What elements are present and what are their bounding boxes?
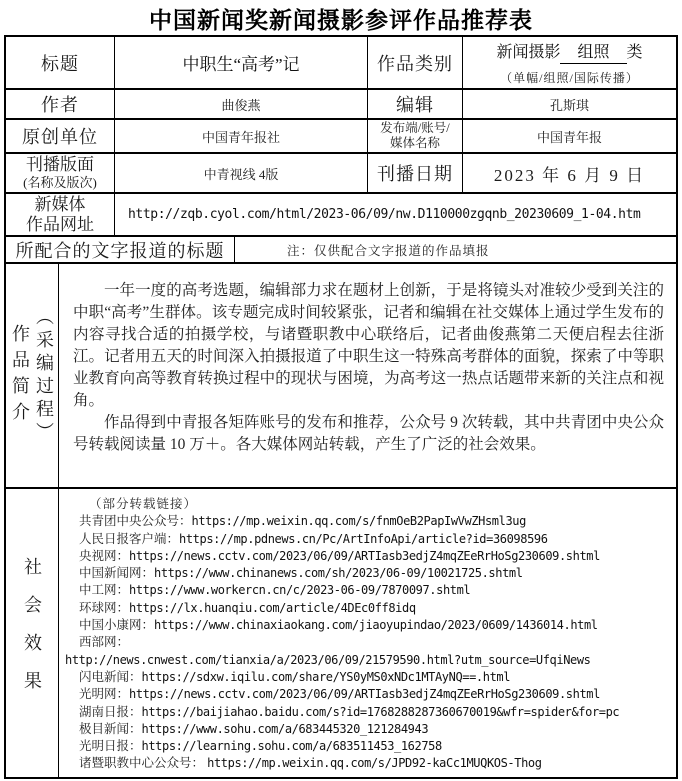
category-suffix: 类 xyxy=(626,44,643,61)
org-label: 原创单位 xyxy=(6,120,115,152)
social-content-cell xyxy=(59,489,676,777)
social-link-name: 闪电新闻： xyxy=(79,669,142,684)
category-line xyxy=(496,39,642,64)
social-link-line xyxy=(79,600,672,617)
social-link-name: 湖南日报： xyxy=(79,704,142,719)
channel-label-line2: 媒体名称 xyxy=(389,136,440,150)
org-value: 中国青年报社 xyxy=(115,120,368,152)
row-summary xyxy=(6,264,676,489)
summary-content-cell xyxy=(59,264,676,487)
category-note: （单幅/组照/国际传播） xyxy=(500,71,639,85)
social-link-name: 中国新闻网： xyxy=(79,566,155,581)
page-value: 中青视线 4版 xyxy=(115,154,368,192)
row-page-date xyxy=(6,154,676,194)
social-links-header: （部分转载链接） xyxy=(89,497,198,511)
social-link-line xyxy=(79,669,672,686)
text-report-title-note: 注：仅供配合文字报道的作品填报 xyxy=(287,243,490,258)
social-links xyxy=(59,489,676,773)
social-link-line xyxy=(79,704,672,721)
social-link-name: 西部网： xyxy=(79,635,130,650)
social-label: 社会效果 xyxy=(22,557,42,709)
social-link-url: https://www.chinanews.com/sh/2023/06-09/10021725.shtml xyxy=(154,566,523,581)
social-link-url: https://www.sohu.com/a/683445320_121284943 xyxy=(141,721,429,736)
row-author-editor xyxy=(6,90,676,120)
social-link-name: 光明网： xyxy=(79,687,130,702)
social-label-cell xyxy=(6,489,59,777)
summary-paragraph: 作品得到中青报各矩阵账号的发布和推荐，公众号 9 次转载，其中共青团中央公众号转载阅读量 10 万＋。各大媒体网站转载，产生了广泛的社会效果。 xyxy=(73,414,664,453)
social-link-line xyxy=(79,617,672,634)
editor-value: 孔斯琪 xyxy=(549,97,589,113)
channel-label-line1: 发布端/账号/ xyxy=(380,121,450,135)
row-newmedia-url xyxy=(6,194,676,237)
social-link-url-line xyxy=(65,652,672,669)
category-value-cell xyxy=(463,37,676,88)
social-link-url: http://news.cnwest.com/tianxia/a/2023/06/09/21579590.html?utm_source=UfqiNews xyxy=(65,652,591,667)
newmedia-url-value: http://zqb.cyol.com/html/2023-06/09/nw.D110000zgqnb_20230609_1-04.htm xyxy=(128,207,641,222)
social-link-url: https://mp.weixin.qq.com/s/JPD92-kaCc1MUQKOS-Thog xyxy=(207,756,542,771)
social-link-name: 环球网： xyxy=(79,600,130,615)
summary-label xyxy=(8,307,56,445)
text-report-title-note-cell xyxy=(235,237,676,262)
row-text-report-title xyxy=(6,237,676,264)
social-link-url: https://www.workercn.cn/c/2023-06-09/7870097.shtml xyxy=(129,583,471,598)
social-link-line xyxy=(79,531,672,548)
author-value: 曲俊燕 xyxy=(115,90,368,118)
channel-label xyxy=(368,120,463,152)
page-title: 中国新闻奖新闻摄影参评作品推荐表 xyxy=(149,7,533,33)
social-link-name: 央视网： xyxy=(79,548,130,563)
row-social-effect xyxy=(6,489,676,777)
social-link-line xyxy=(79,548,672,565)
summary-label-col1: 作品简介 xyxy=(10,323,30,428)
social-link-url: https://baijiahao.baidu.com/s?id=1768288287360670019&wfr=spider&for=pc xyxy=(141,704,620,719)
social-link-name: 共青团中央公众号： xyxy=(79,514,192,529)
social-link-url: https://mp.pdnews.cn/Pc/ArtInfoApi/article?id=36098596 xyxy=(179,531,548,546)
summary-label-col2: （采编过程） xyxy=(34,306,54,445)
page-label-line2: (名称及版次) xyxy=(23,175,97,190)
summary-paragraphs xyxy=(59,264,676,456)
summary-label-cell xyxy=(6,264,59,487)
row-title-category xyxy=(6,37,676,90)
social-link-url: https://www.chinaxiaokang.com/jiaoyupindao/2023/0609/1436014.html xyxy=(154,618,598,633)
social-link-url: https://news.cctv.com/2023/06/09/ARTIasb3edjZ4mqZEeRrHoSg230609.shtml xyxy=(129,687,600,702)
social-link-line xyxy=(79,721,672,738)
social-link-line xyxy=(79,634,672,651)
social-link-line xyxy=(79,582,672,599)
social-link-line xyxy=(79,686,672,703)
editor-label: 编辑 xyxy=(368,90,463,118)
category-label: 作品类别 xyxy=(368,37,463,88)
text-report-title-label: 所配合的文字报道的标题 xyxy=(6,237,235,262)
page-label xyxy=(6,154,115,192)
title-value: 中职生“高考”记 xyxy=(115,37,368,88)
newmedia-label-line1: 新媒体 xyxy=(34,194,86,214)
author-label: 作者 xyxy=(6,90,115,118)
social-link-name: 极目新闻： xyxy=(79,721,142,736)
social-link-url: https://sdxw.iqilu.com/share/YS0yMS0xNDc1MTAyNQ==.html xyxy=(141,669,511,684)
social-link-url: https://mp.weixin.qq.com/s/fnmOeB2PapIwVwZHsml3ug xyxy=(191,514,526,529)
social-link-line xyxy=(79,513,672,530)
category-prefix: 新闻摄影 xyxy=(496,44,561,61)
social-link-name: 诸暨职教中心公众号： xyxy=(79,756,208,771)
category-fill-value: 组照 xyxy=(560,39,626,64)
date-label: 刊播日期 xyxy=(368,154,463,192)
social-link-name: 人民日报客户端： xyxy=(79,531,180,546)
social-link-line xyxy=(79,565,672,582)
recommendation-table xyxy=(4,35,678,779)
summary-paragraph: 一年一度的高考选题，编辑部力求在题材上创新，于是将镜头对准较少受到关注的中职“高考”生群体。该专题完成时间较紧张，记者和编辑在社交媒体上通过学生发布的内容寻找合适的拍摄学校，与诸暨职教中心联络后，记者曲俊燕第二天便启程去往浙江。记者用五天的时间深入拍摄报道了中职生这一特殊高考群体的面貌，探索了中等职业教育向高等教育转换过程中的现状与困境，为高考这一热点话题带来新的关注点和视角。 xyxy=(73,282,664,409)
social-link-line xyxy=(79,738,672,755)
social-link-url: https://news.cctv.com/2023/06/09/ARTIasb3edjZ4mqZEeRrHoSg230609.shtml xyxy=(129,548,600,563)
newmedia-url-cell xyxy=(115,194,676,235)
social-link-name: 光明日报： xyxy=(79,739,142,754)
newmedia-label xyxy=(6,194,115,235)
row-org-channel xyxy=(6,120,676,154)
date-value: 2023 年 6 月 9 日 xyxy=(493,165,646,185)
social-link-line xyxy=(79,755,672,772)
channel-value: 中国青年报 xyxy=(536,129,602,145)
social-link-name: 中国小康网： xyxy=(79,618,155,633)
social-link-url: https://learning.sohu.com/a/683511453_162758 xyxy=(141,739,442,754)
social-link-name: 中工网： xyxy=(79,583,130,598)
social-link-url: https://lx.huanqiu.com/article/4DEc0ff8idq xyxy=(129,600,416,615)
page-label-line1: 刊播版面 xyxy=(26,155,94,174)
newmedia-label-line2: 作品网址 xyxy=(26,214,94,234)
title-label: 标题 xyxy=(6,37,115,88)
